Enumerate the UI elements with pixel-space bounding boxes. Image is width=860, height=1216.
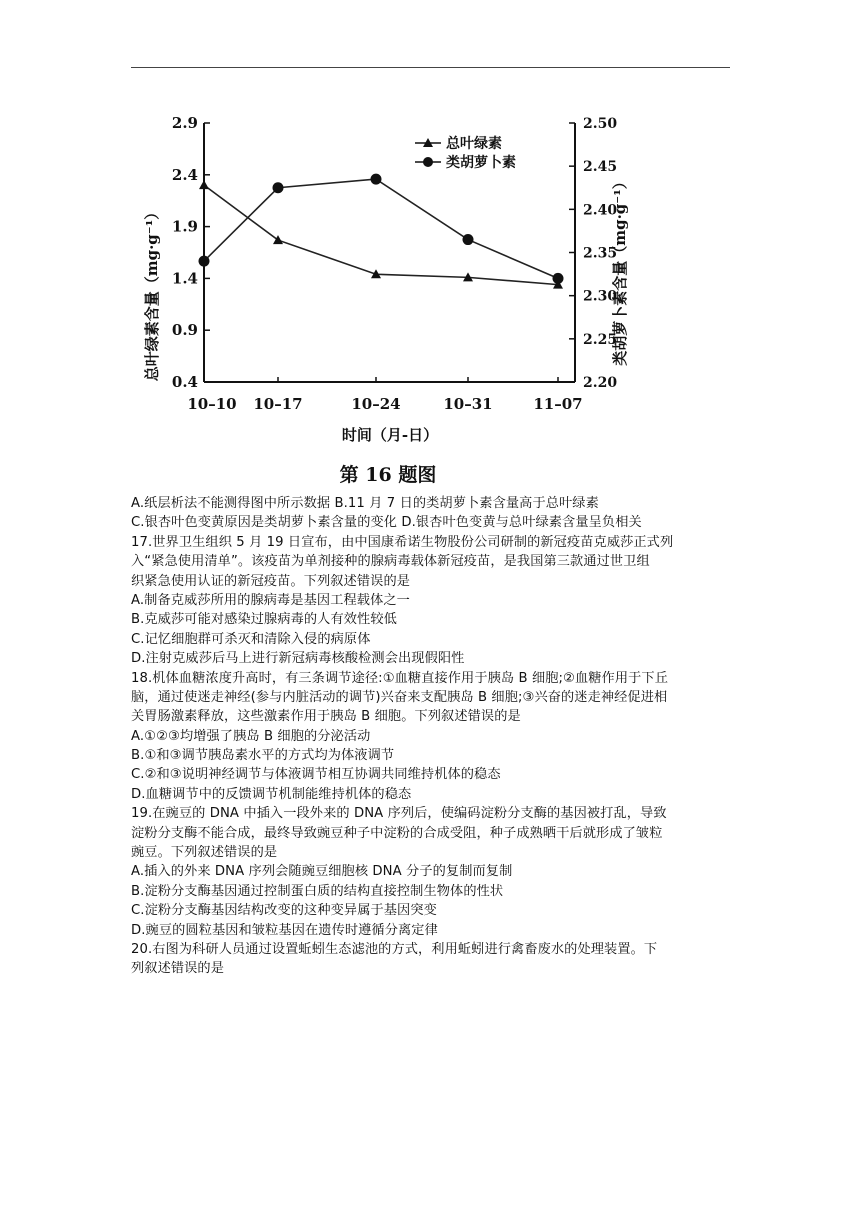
right-tick-label: 2.45 (583, 159, 618, 176)
carotenoid-point (463, 234, 474, 245)
right-tick-label: 2.50 (583, 116, 618, 132)
left-tick-label: 2.9 (171, 114, 198, 132)
x-tick-label: 10–24 (351, 395, 401, 413)
carotenoid-point (371, 174, 382, 185)
text-line: C.银杏叶色变黄原因是类胡萝卜素含量的变化 D.银杏叶色变黄与总叶绿素含量呈负相关 (131, 515, 642, 531)
x-tick-label: 10–31 (443, 395, 493, 413)
carotenoid-point (553, 273, 564, 284)
left-tick-label: 0.9 (171, 321, 198, 340)
text-line: 17.世界卫生组织 5 月 19 日宣布，由中国康希诺生物股份公司研制的新冠疫苗克威莎正式列 (131, 534, 674, 550)
chlorophyll-point (199, 180, 209, 189)
text-line: B.淀粉分支酶基因通过控制蛋白质的结构直接控制生物体的性状 (131, 883, 504, 899)
right-tick-label: 2.35 (583, 245, 618, 262)
right-tick-label: 2.25 (583, 331, 618, 348)
left-axis-label: 总叶绿素含量（mg·g⁻¹） (143, 204, 161, 382)
text-line: 列叙述错误的是 (131, 961, 225, 977)
right-tick-label: 2.30 (583, 288, 618, 305)
question-text (131, 494, 741, 979)
chlorophyll-point (273, 235, 283, 244)
left-tick-label: 1.4 (171, 269, 198, 288)
series-line-carotenoid (204, 179, 558, 278)
text-line: C.②和③说明神经调节与体液调节相互协调共同维持机体的稳态 (131, 767, 501, 783)
text-line: A.插入的外来 DNA 序列会随豌豆细胞核 DNA 分子的复制而复制 (131, 864, 513, 880)
right-axis-label: 类胡萝卜素含量（mg·g⁻¹） (611, 174, 629, 366)
text-line: 关胃肠激素释放，这些激素作用于胰岛 B 细胞。下列叙述错误的是 (131, 709, 521, 725)
carotenoid-point (273, 182, 284, 193)
text-line: D.注射克威莎后马上进行新冠病毒核酸检测会出现假阳性 (131, 651, 465, 667)
figure-16-chart (131, 105, 631, 490)
x-tick-label: 11–07 (533, 395, 583, 413)
text-line: A.纸层析法不能测得图中所示数据 B.11 月 7 日的类胡萝卜素含量高于总叶绿素 (131, 496, 599, 511)
text-line: B.①和③调节胰岛素水平的方式均为体液调节 (131, 748, 395, 764)
text-line: 脑，通过使迷走神经(参与内脏活动的调节)兴奋来支配胰岛 B 细胞;③兴奋的迷走神经促进相 (131, 689, 668, 705)
text-line: C.淀粉分支酶基因结构改变的这种变异属于基因突变 (131, 903, 437, 919)
legend-label-chlorophyll: 总叶绿素 (446, 136, 502, 152)
legend-label-carotenoid: 类胡萝卜素 (446, 155, 516, 171)
left-tick-label: 0.4 (171, 373, 198, 391)
x-tick-label: 10–10 (187, 395, 237, 413)
text-line: B.克威莎可能对感染过腺病毒的人有效性较低 (131, 612, 397, 628)
text-line: 豌豆。下列叙述错误的是 (131, 845, 278, 861)
right-tick-label: 2.40 (583, 202, 618, 219)
text-line: A.制备克威莎所用的腺病毒是基因工程载体之一 (131, 592, 410, 608)
text-line: D.豌豆的圆粒基因和皱粒基因在遗传时遵循分离定律 (131, 922, 438, 938)
left-tick-label: 2.4 (171, 165, 198, 184)
text-line: 织紧急使用认证的新冠疫苗。下列叙述错误的是 (131, 573, 411, 589)
header-rule (131, 67, 730, 68)
text-line: D.血糖调节中的反馈调节机制能维持机体的稳态 (131, 786, 412, 802)
x-axis-label: 时间（月-日） (341, 426, 439, 444)
text-line: 淀粉分支酶不能合成，最终导致豌豆种子中淀粉的合成受阻，种子成熟晒干后就形成了皱粒 (131, 825, 663, 841)
text-line: 20.右图为科研人员通过设置蚯蚓生态滤池的方式，利用蚯蚓进行禽畜废水的处理装置。下 (131, 941, 658, 957)
text-line: 19.在豌豆的 DNA 中插入一段外来的 DNA 序列后，使编码淀粉分支酶的基因被打乱，导致 (131, 806, 667, 822)
text-line: C.记忆细胞群可杀灭和清除入侵的病原体 (131, 631, 371, 647)
figure-caption: 第 16 题图 (339, 464, 437, 486)
text-line: 18.机体血糖浓度升高时，有三条调节途径:①血糖直接作用于胰岛 B 细胞;②血糖作用于下丘 (131, 670, 668, 686)
x-tick-label: 10–17 (253, 395, 303, 413)
series-line-chlorophyll (204, 185, 558, 284)
carotenoid-point (199, 256, 210, 267)
legend-marker-carotenoid (423, 157, 433, 167)
left-tick-label: 1.9 (171, 217, 198, 236)
text-line: 入“紧急使用清单”。该疫苗为单剂接种的腺病毒载体新冠疫苗，是我国第三款通过世卫组 (131, 554, 650, 570)
text-line: A.①②③均增强了胰岛 B 细胞的分泌活动 (131, 728, 371, 744)
right-tick-label: 2.20 (583, 375, 618, 391)
